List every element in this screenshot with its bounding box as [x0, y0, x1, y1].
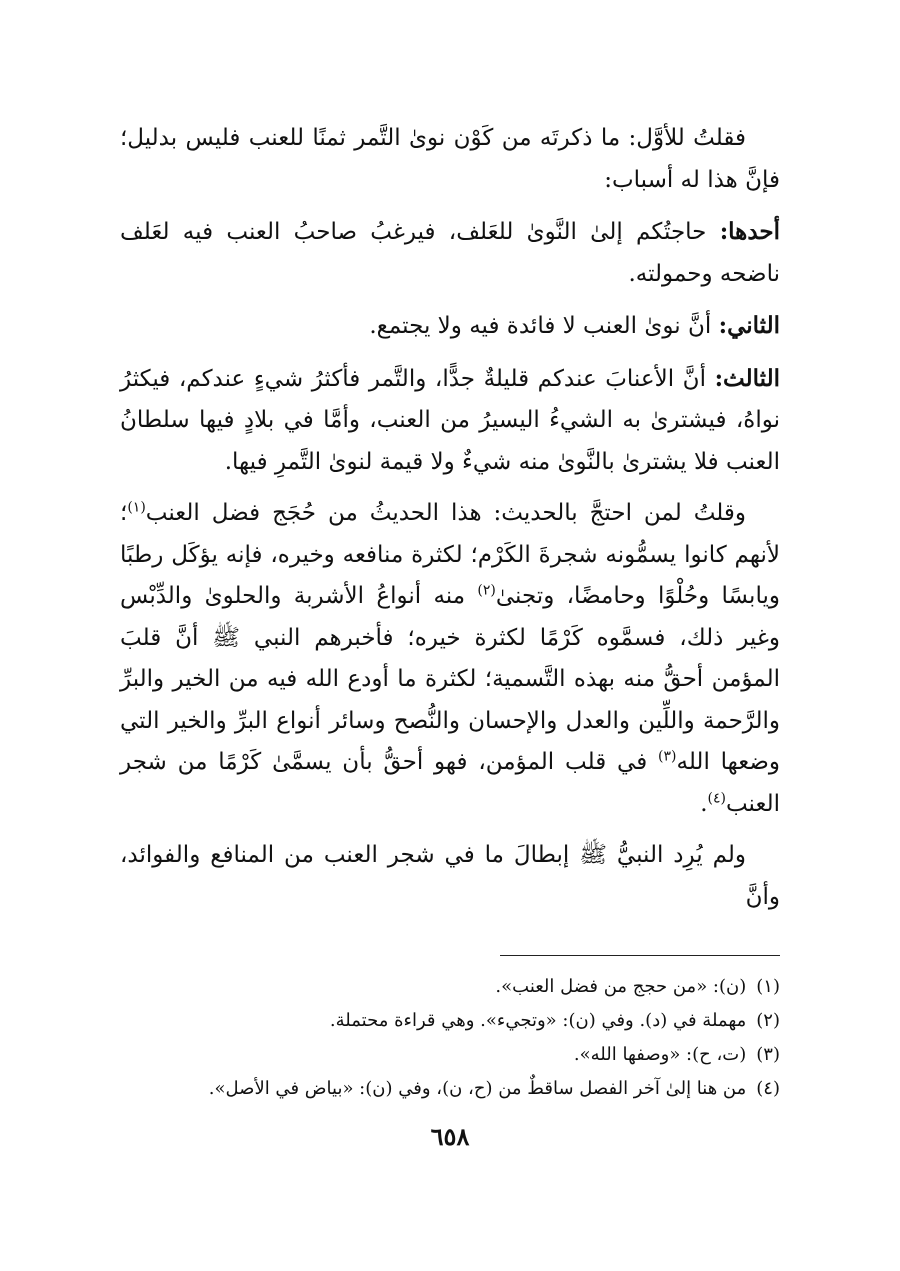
paragraph-text: حاجتُكم إلىٰ النَّوىٰ للعَلف، فيرغبُ صاحبُ العنب فيه لعَلف ناضحه وحمولته. [120, 219, 780, 287]
paragraph-hadith-reply [120, 493, 780, 825]
footnote-marker[interactable]: (٢) [477, 582, 496, 599]
hadith-text-part: ؛ لأنهم كانوا يسمُّونه شجرةَ الكَرْم؛ لكثرة منافعه وخيره، فإنه يؤكَل رطبًا ويابسًا وحُلْوًا وحامضًا، وتجنىٰ [120, 500, 780, 609]
footnote-marker[interactable]: (٣) [658, 748, 677, 765]
footnote-number: (٣) [756, 1044, 780, 1065]
paragraph-continuation [120, 835, 780, 918]
footnote-item [120, 1004, 780, 1038]
paragraph-text: ولم يُرِد النبيُّ ﷺ إبطالَ ما في شجر العنب من المنافع والفوائد، وأنَّ [120, 842, 780, 910]
paragraph-lead: الثاني: [718, 312, 780, 339]
footnote-item [120, 1038, 780, 1072]
footnote-number: (٤) [756, 1078, 780, 1099]
hadith-text-part: منه أنواعُ الأشربة والحلوىٰ والدِّبْس وغير ذلك، فسمَّوه كَرْمًا لكثرة خيره؛ فأخبرهم النبي ﷺ أنَّ قلبَ المؤمن أحقُّ منه بهذه التَّسمية؛ لكثرة ما أودع الله فيه من الخير والبرِّ والرَّحمة واللِّين والعدل والإحسان والنُّصح وسائر أنواع البرِّ والخير التي وضعها الله [120, 583, 780, 775]
footnote-text: مهملة في (د). وفي (ن): «وتجيء». وهي قراءة محتملة. [329, 1010, 747, 1031]
footnote-text: من هنا إلىٰ آخر الفصل ساقطٌ من (ح، ن)، وفي (ن): «بياض في الأصل». [208, 1078, 747, 1099]
paragraph-text: أنَّ الأعنابَ عندكم قليلةٌ جدًّا، والتَّمر فأكثرُ شيءٍ عندكم، فيكثرُ نواهُ، فيشترىٰ به الشيءُ اليسيرُ من العنب، وأمَّا في بلادٍ فيها سلطانُ العنب فلا يشترىٰ بالنَّوىٰ منه شيءٌ ولا قيمة لنوىٰ التَّمرِ فيها. [120, 365, 780, 475]
hadith-text-part: في قلب المؤمن، فهو أحقُّ بأن يسمَّىٰ كَرْمًا من شجر العنب [120, 749, 780, 817]
page-number: ٦٥٨ [430, 1122, 470, 1151]
footnote-number: (١) [756, 976, 780, 997]
footnote-text: (ن): «من حجج من فضل العنب». [495, 976, 747, 997]
footnote-marker[interactable]: (٤) [707, 789, 726, 806]
footnote-separator [500, 955, 780, 956]
main-text [120, 118, 780, 928]
paragraph-text: أنَّ نوىٰ العنب لا فائدة فيه ولا يجتمع. [369, 313, 719, 339]
footnote-text: (ت، ح): «وصفها الله». [573, 1044, 747, 1065]
footnote-item [120, 1072, 780, 1106]
paragraph-reason-three [120, 358, 780, 484]
paragraph-text: فقلتُ للأوَّل: ما ذكرتَه من كَوْن نوىٰ التَّمر ثمنًا للعنب فليس بدليل؛ فإنَّ هذا له أسباب: [120, 125, 780, 193]
footnote-item [120, 970, 780, 1004]
paragraph-first-reply [120, 118, 780, 201]
footnote-number: (٢) [756, 1010, 780, 1031]
paragraph-lead: أحدها: [719, 218, 780, 245]
footnotes-section [120, 970, 780, 1106]
paragraph-lead: الثالث: [714, 364, 780, 392]
hadith-text-part: وقلتُ لمن احتجَّ بالحديث: هذا الحديثُ من حُجَج فضل العنب [145, 500, 746, 526]
paragraph-reason-two [120, 305, 780, 348]
footnote-marker[interactable]: (١) [127, 499, 146, 516]
hadith-text-part: . [700, 790, 708, 817]
paragraph-reason-one [120, 211, 780, 295]
